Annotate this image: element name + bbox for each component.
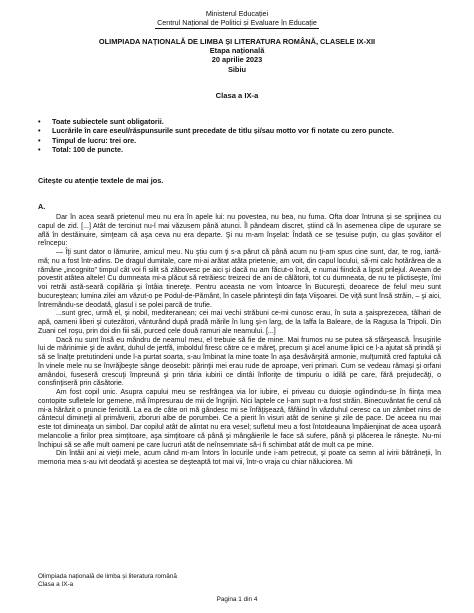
- paragraph: — Îţi sunt dator o lămurire, amicul meu. Nu ştiu cum ţi s-a părut că până acum nu ţi-am spus cine sunt, dar, te rog, iartă-mă; nu a fost într-adins. De dragul dumitale, care mi-ai arătat atâta prietenie, am voit, din capul locului, să-mi calc hotărârea de a rămâne „incognito” timpul cât voi fi silit să zăbovesc pe aici şi dacă nu am făcut-o încă, e numai fiindcă a lipsit prilejul. Aveam de povestit atâtea altele! Cu dumneata mi-a plăcut să retrăiesc treizeci de ani de călătorii, tot cu dumneata, de nu te plictiseşte, îmi voi retrăi astă-seară copilăria şi întâia tinereţe. Pentru aceasta ne vom întoarce în Bucureşti, deoarece de felul meu sunt bucureştean; lumina zilei am văzut-o pe Podul-de-Pământ, în casele părinteşti din faţa Viişoarei. De viţă sunt însă străin, – şi aici, întremându-se deodată, glasul i se polei parcă de trufie.: [38, 249, 441, 309]
- footer-olympiad: Olimpiada națională de limba și literatura română: [38, 573, 177, 580]
- paragraph: Din întâii ani ai vieţii mele, acum când m-am întors în locurile unde i-am petrecut, şi poate ca semn al ivirii bătrâneţii, în memoria mea s-au ivit deodată şi acestea se deşteaptă tot mai vii, într-o vraja cu chiar năluciorea. Mi: [38, 450, 441, 466]
- rules-list: [38, 117, 458, 154]
- paragraph: Am fost copil unic. Asupra capului meu se resfrângea via lor iubire, ei priveau cu duioşie oglindindu-se în fiinţa mea contopite sufletele lor gemene, mă împresurau de mii de îngrijiri. Nici laptele ce l-am supt n-a fost străin. Binecuvântat fie cerul că mi-a hărăzit o pruncie fericită. La ea de câte ori mă gândesc mi se înfăţişează, făfâind în văzduhul ceresc ca un zâmbet nins de cântecul dimineţii al primăverii, zboruri albe de porumbei. Ce a pierit în visuri atât de senine şi zile de pace. De aceea nu mai este tot dimineaţa un simbol. Dar copilul atât de alintat nu era vesel; sufletul meu a fost întotdeauna împăienjinat de acea uşoară melancolie a firilor prea simţitoare, aşa simţitoare că până şi mângâierile le face să sufere, până şi plăcerea le răneşte. Nu-mi închipui să se afle mult oameni pe care lucruri atât de neînsemnate să-i fi schimbat atât de mult ca pe mine.: [38, 389, 441, 449]
- exam-date: 20 aprilie 2023: [211, 55, 263, 65]
- rule-item: • Timpul de lucru: trei ore.: [38, 136, 458, 145]
- page-number: Pagina 1 din 4: [216, 596, 258, 603]
- center-name: Centrul Național de Politici și Evaluare în Educație: [157, 18, 317, 27]
- rule-item: • Toate subiectele sunt obligatorii.: [38, 117, 458, 126]
- paragraph: Dacă nu sunt însă eu mândru de neamul meu, el trebuie să fie de mine. Mai frumos nu se putea să sfârşească. Însuşirile lui de mărinimie şi de avânt, duhul de jertfă, imboldul firesc către ce e măreţ, precum şi acel anume lipici ce l-a ajutat să prindă şi să se înalţe pretutindeni unde l-a purtat soarta, s-au îmbinat la mine toate în aşa desăvârşită armonie, mulţumită cred faptului că în vinele mele nu se învrăjbeşte sânge deosebit: părinţii mei erau rude de aproape, veri primari. Cum se vedeau rămaşi şi orfani amândoi, fuseseră crescuţi împreună şi prin tăria iubirii ce dintâi înfloriţe de timpuriu o idilă pe care, fără prejudecăţi, o consfinţiseră prin căsătorie.: [38, 336, 441, 388]
- exam-city: Sibiu: [227, 64, 247, 74]
- footer-grade: Clasa a IX-a: [38, 581, 74, 589]
- rule-item: • Lucrările în care eseul/răspunsurile sunt precedate de titlu și/sau motto vor fi notate cu zero puncte.: [38, 126, 458, 135]
- document-header: [0, 9, 474, 29]
- rule-item: • Total: 100 de puncte.: [38, 145, 458, 154]
- grade-title: Clasa a IX-a: [215, 91, 259, 100]
- reading-instruction: Citește cu atenție textele de mai jos.: [38, 176, 164, 185]
- ministry-name: Ministerul Educației: [205, 9, 269, 18]
- document-footer: [38, 573, 177, 589]
- paragraph: ...sunt grec, urmă el, şi nobil, mediteranean; cei mai vechi străbuni ce-mi cunosc erau, în suta a şaisprezecea, tâlhari de apă, oameni liberi şi cutezători, vânturând după pradă mările în lung şi-n larg, de la Iaffa la Baleare, de la Ragusa la Tripoli. Din Zuani cel roşu, prin doi din fiii săi, purced cele două ramuri ale neamului. [...]: [38, 310, 441, 335]
- section-label: A.: [38, 202, 46, 211]
- paragraph: Dar în acea seară prietenul meu nu era în apele lui: nu povestea, nu bea, nu fuma. Ofta doar întruna și se sprijinea cu capul de zid. [...] Atât de tercinut nu-l mai văzusem până atunci. Îl pândeam discret, știind că în asemenea clipe de uşurare se află în destăinuire, simţeam că aşa ceva nu era departe. Şi nu m-am înşelat: Îndată ce se ţesuise puţin, cu glas şovăitor el reîncepu:: [38, 214, 441, 248]
- olympiad-title: OLIMPIADA NAȚIONALĂ DE LIMBA ȘI LITERATURA ROMÂNĂ, CLASELE IX-XII: [98, 37, 376, 46]
- title-block: [0, 37, 474, 74]
- text-body: [38, 214, 441, 468]
- stage-title: Etapa națională: [209, 46, 265, 56]
